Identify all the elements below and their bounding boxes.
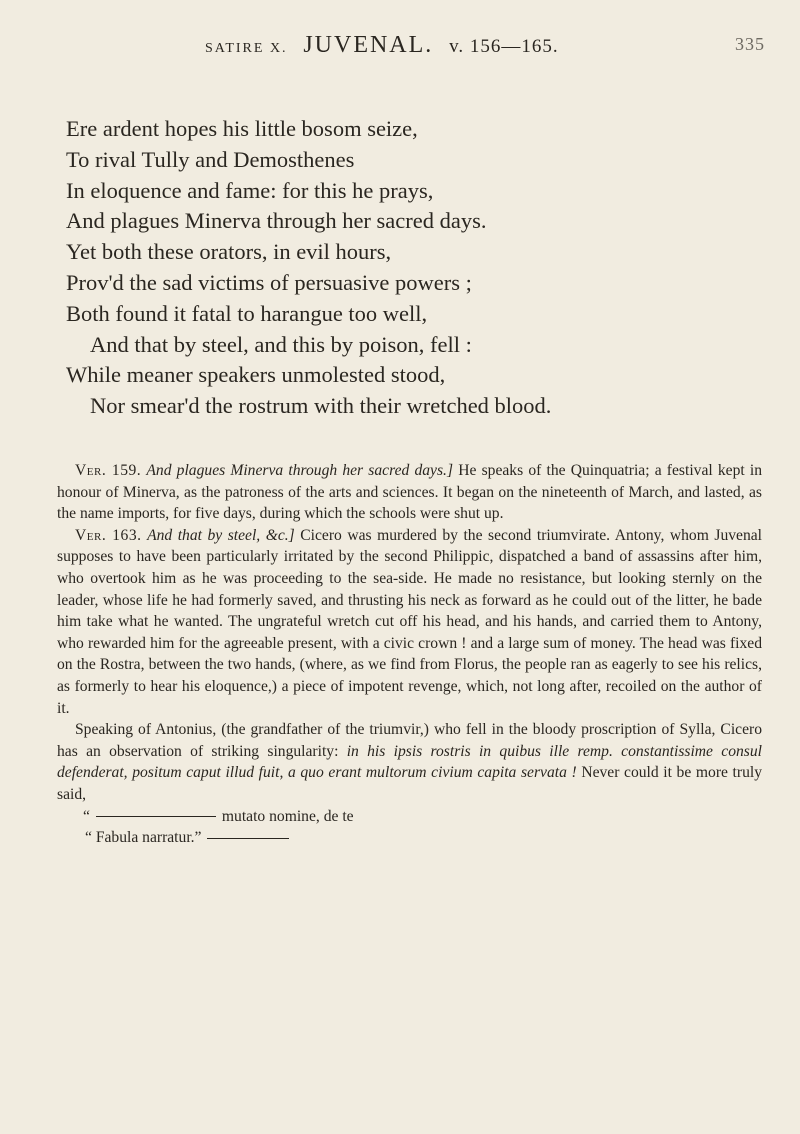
poem-line: And that by steel, and this by poison, fell : (90, 331, 472, 357)
latin-quotation: in his ipsis rostris in quibus ille remp. constantissime consul defenderat, positum caput illud fuit, a quo erant multorum civium capita servata ! (57, 742, 762, 782)
note-ref: Ver. 159. (75, 462, 142, 479)
running-head (205, 32, 765, 59)
poem-line: While meaner speakers unmolested stood, (66, 362, 446, 388)
poem-line: Yet both these orators, in evil hours, (66, 239, 392, 265)
note-ver-163 (57, 525, 762, 719)
note-antonius (57, 719, 762, 805)
note-body: Never could it be more truly said, (57, 764, 763, 803)
note-ver-159 (57, 460, 762, 525)
poem-line: Nor smear'd the rostrum with their wretched blood. (90, 393, 552, 419)
poem-line: Both found it fatal to harangue too well, (66, 300, 428, 326)
note-ref: Ver. 163. (75, 526, 142, 544)
footnotes (57, 460, 762, 849)
rule-dash (96, 816, 216, 817)
note-body: Cicero was murdered by the second triumvirate. Antony, whom Juvenal supposes to have been particularly irritated by the second Philippic, dispatched a band of assassins after him, who overtook him as he was proceeding to the sea-side. He made no resistance, but looking sternly on the leader, whose life he had formerly saved, and thrusting his neck as forward as he could out of the litter, he bade him take what he wanted. The ungrateful wretch cut off his head, and his hands, and carried them to Antony, who rewarded him for the agreeable present, with a civic crown ! and a large sum of money. The head was fixed on the Rostra, between the two hands, (where, as we find from Florus, the people ran as eagerly to see his relics, as formerly to hear his eloquence,) a piece of impotent revenge, which, not long after, recoiled on the author of it. (57, 526, 763, 717)
quote-text: “ Fabula narratur.” (85, 829, 202, 847)
poem-line: To rival Tully and Demosthenes (66, 146, 355, 172)
note-lemma: And plagues Minerva through her sacred days.] (146, 462, 454, 479)
rule-dash (207, 838, 289, 839)
poem-line: Prov'd the sad victims of persuasive powers ; (66, 269, 472, 295)
poem-line: In eloquence and fame: for this he prays, (66, 177, 434, 203)
poem-line: And plagues Minerva through her sacred days. (66, 208, 487, 234)
verse-range: v. 156—165. (449, 36, 559, 57)
note-body: He speaks of the Quinquatria; a festival kept in honour of Minerva, as the patroness of the arts and sciences. It began on the nineteenth of March, and lasted, as the name imports, for five days, during which the schools were shut up. (57, 462, 763, 523)
verse-quote-line-1 (57, 806, 762, 828)
satire-number: SATIRE X. (205, 41, 288, 56)
poem-text (66, 114, 746, 422)
poem-line: Ere ardent hopes his little bosom seize, (66, 116, 418, 141)
quote-text: mutato nomine, de te (221, 807, 354, 825)
note-body: Speaking of Antonius, (the grandfather of the triumvir,) who fell in the bloody proscription of Sylla, Cicero has an observation of striking singularity: (57, 721, 762, 760)
note-lemma: And that by steel, &c.] (147, 526, 295, 544)
page-number: 335 (735, 34, 765, 54)
verse-quote-line-2 (57, 827, 762, 849)
author-name: JUVENAL. (303, 32, 434, 58)
open-quote: “ (83, 807, 90, 825)
